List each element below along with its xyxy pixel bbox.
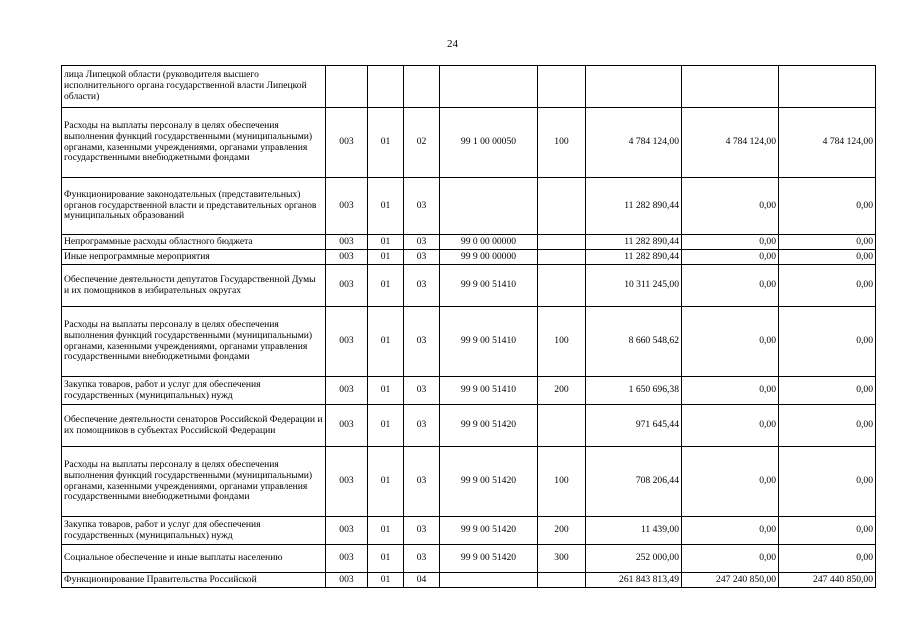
- table-body: [62, 66, 876, 588]
- table-row: [62, 517, 876, 545]
- table-row: [62, 405, 876, 447]
- section-code-cell: [368, 66, 404, 108]
- amount-cell-3: 0,00: [779, 250, 876, 265]
- amount-cell-1: 252 000,00: [586, 545, 682, 573]
- target-article-cell: 99 9 00 51420: [440, 405, 538, 447]
- amount-cell-3: 4 784 124,00: [779, 108, 876, 178]
- amount-cell-1: 11 282 890,44: [586, 178, 682, 235]
- subsection-code-cell: 03: [404, 178, 440, 235]
- table-row: [62, 235, 876, 250]
- amount-cell-2: 4 784 124,00: [682, 108, 779, 178]
- target-article-cell: 99 9 00 51420: [440, 517, 538, 545]
- subsection-code-cell: 04: [404, 573, 440, 588]
- subsection-code-cell: 03: [404, 265, 440, 307]
- ministry-code-cell: 003: [326, 235, 368, 250]
- expense-name-cell: Обеспечение деятельности депутатов Государственной Думы и их помощников в избирательных округах: [62, 265, 326, 307]
- subsection-code-cell: 03: [404, 517, 440, 545]
- amount-cell-2: 0,00: [682, 545, 779, 573]
- subsection-code-cell: [404, 66, 440, 108]
- ministry-code-cell: 003: [326, 108, 368, 178]
- amount-cell-3: 0,00: [779, 178, 876, 235]
- amount-cell-3: 0,00: [779, 265, 876, 307]
- amount-cell-2: 0,00: [682, 265, 779, 307]
- table-row: [62, 545, 876, 573]
- expense-name-cell: Расходы на выплаты персоналу в целях обеспечения выполнения функций государственными (муниципальными) органами, казенными учреждениями, органами управления государственными внебюджетными фондами: [62, 447, 326, 517]
- table-row: [62, 250, 876, 265]
- subsection-code-cell: 02: [404, 108, 440, 178]
- amount-cell-1: 11 439,00: [586, 517, 682, 545]
- amount-cell-2: 0,00: [682, 405, 779, 447]
- amount-cell-3: 0,00: [779, 235, 876, 250]
- expense-type-cell: [538, 66, 586, 108]
- amount-cell-1: 1 650 696,38: [586, 377, 682, 405]
- amount-cell-1: 4 784 124,00: [586, 108, 682, 178]
- amount-cell-2: 247 240 850,00: [682, 573, 779, 588]
- target-article-cell: 99 9 00 51420: [440, 447, 538, 517]
- target-article-cell: 99 9 00 51420: [440, 545, 538, 573]
- amount-cell-1: 11 282 890,44: [586, 250, 682, 265]
- target-article-cell: [440, 573, 538, 588]
- subsection-code-cell: 03: [404, 235, 440, 250]
- amount-cell-2: 0,00: [682, 517, 779, 545]
- expense-name-cell: Социальное обеспечение и иные выплаты населению: [62, 545, 326, 573]
- amount-cell-3: 0,00: [779, 377, 876, 405]
- section-code-cell: 01: [368, 405, 404, 447]
- budget-table: [61, 65, 876, 588]
- amount-cell-3: [779, 66, 876, 108]
- amount-cell-2: 0,00: [682, 447, 779, 517]
- expense-type-cell: 100: [538, 307, 586, 377]
- amount-cell-2: 0,00: [682, 235, 779, 250]
- subsection-code-cell: 03: [404, 377, 440, 405]
- table-row: [62, 377, 876, 405]
- expense-type-cell: [538, 178, 586, 235]
- table-row: [62, 66, 876, 108]
- amount-cell-3: 0,00: [779, 447, 876, 517]
- expense-type-cell: 200: [538, 377, 586, 405]
- ministry-code-cell: 003: [326, 447, 368, 517]
- expense-type-cell: 100: [538, 447, 586, 517]
- section-code-cell: 01: [368, 377, 404, 405]
- subsection-code-cell: 03: [404, 250, 440, 265]
- ministry-code-cell: 003: [326, 517, 368, 545]
- expense-type-cell: 200: [538, 517, 586, 545]
- amount-cell-1: 11 282 890,44: [586, 235, 682, 250]
- section-code-cell: 01: [368, 447, 404, 517]
- amount-cell-2: 0,00: [682, 178, 779, 235]
- ministry-code-cell: 003: [326, 265, 368, 307]
- ministry-code-cell: 003: [326, 250, 368, 265]
- expense-name-cell: Закупка товаров, работ и услуг для обеспечения государственных (муниципальных) нужд: [62, 377, 326, 405]
- section-code-cell: 01: [368, 573, 404, 588]
- expense-type-cell: [538, 250, 586, 265]
- subsection-code-cell: 03: [404, 405, 440, 447]
- section-code-cell: 01: [368, 265, 404, 307]
- amount-cell-2: 0,00: [682, 377, 779, 405]
- subsection-code-cell: 03: [404, 447, 440, 517]
- expense-name-cell: Расходы на выплаты персоналу в целях обеспечения выполнения функций государственными (муниципальными) органами, казенными учреждениями, органами управления государственными внебюджетными фондами: [62, 108, 326, 178]
- amount-cell-1: 708 206,44: [586, 447, 682, 517]
- ministry-code-cell: [326, 66, 368, 108]
- expense-type-cell: [538, 265, 586, 307]
- target-article-cell: 99 9 00 51410: [440, 377, 538, 405]
- table-row: [62, 265, 876, 307]
- amount-cell-3: 247 440 850,00: [779, 573, 876, 588]
- expense-type-cell: [538, 405, 586, 447]
- amount-cell-1: [586, 66, 682, 108]
- subsection-code-cell: 03: [404, 545, 440, 573]
- expense-type-cell: [538, 573, 586, 588]
- amount-cell-3: 0,00: [779, 307, 876, 377]
- amount-cell-1: 971 645,44: [586, 405, 682, 447]
- expense-name-cell: Функционирование законодательных (представительных) органов государственной власти и представительных органов муниципальных образований: [62, 178, 326, 235]
- amount-cell-1: 10 311 245,00: [586, 265, 682, 307]
- expense-name-cell: лица Липецкой области (руководителя высшего исполнительного органа государственной власти Липецкой области): [62, 66, 326, 108]
- target-article-cell: 99 9 00 51410: [440, 265, 538, 307]
- amount-cell-3: 0,00: [779, 405, 876, 447]
- section-code-cell: 01: [368, 108, 404, 178]
- table-row: [62, 447, 876, 517]
- amount-cell-3: 0,00: [779, 517, 876, 545]
- section-code-cell: 01: [368, 178, 404, 235]
- target-article-cell: 99 9 00 00000: [440, 250, 538, 265]
- expense-name-cell: Расходы на выплаты персоналу в целях обеспечения выполнения функций государственными (муниципальными) органами, казенными учреждениями, органами управления государственными внебюджетными фондами: [62, 307, 326, 377]
- section-code-cell: 01: [368, 250, 404, 265]
- expense-type-cell: 300: [538, 545, 586, 573]
- section-code-cell: 01: [368, 307, 404, 377]
- expense-name-cell: Иные непрограммные мероприятия: [62, 250, 326, 265]
- target-article-cell: [440, 178, 538, 235]
- amount-cell-1: 8 660 548,62: [586, 307, 682, 377]
- expense-name-cell: Закупка товаров, работ и услуг для обеспечения государственных (муниципальных) нужд: [62, 517, 326, 545]
- amount-cell-1: 261 843 813,49: [586, 573, 682, 588]
- expense-name-cell: Непрограммные расходы областного бюджета: [62, 235, 326, 250]
- ministry-code-cell: 003: [326, 307, 368, 377]
- ministry-code-cell: 003: [326, 545, 368, 573]
- ministry-code-cell: 003: [326, 377, 368, 405]
- amount-cell-2: 0,00: [682, 307, 779, 377]
- amount-cell-2: 0,00: [682, 250, 779, 265]
- expense-type-cell: 100: [538, 108, 586, 178]
- expense-name-cell: Обеспечение деятельности сенаторов Российской Федерации и их помощников в субъектах Российской Федерации: [62, 405, 326, 447]
- subsection-code-cell: 03: [404, 307, 440, 377]
- expense-name-cell: Функционирование Правительства Российской: [62, 573, 326, 588]
- target-article-cell: 99 1 00 00050: [440, 108, 538, 178]
- target-article-cell: [440, 66, 538, 108]
- table-row: [62, 108, 876, 178]
- expense-type-cell: [538, 235, 586, 250]
- section-code-cell: 01: [368, 235, 404, 250]
- table-row: [62, 573, 876, 588]
- section-code-cell: 01: [368, 517, 404, 545]
- ministry-code-cell: 003: [326, 405, 368, 447]
- page-number: 24: [447, 38, 458, 50]
- ministry-code-cell: 003: [326, 573, 368, 588]
- table-row: [62, 307, 876, 377]
- table-row: [62, 178, 876, 235]
- section-code-cell: 01: [368, 545, 404, 573]
- amount-cell-3: 0,00: [779, 545, 876, 573]
- amount-cell-2: [682, 66, 779, 108]
- ministry-code-cell: 003: [326, 178, 368, 235]
- target-article-cell: 99 0 00 00000: [440, 235, 538, 250]
- target-article-cell: 99 9 00 51410: [440, 307, 538, 377]
